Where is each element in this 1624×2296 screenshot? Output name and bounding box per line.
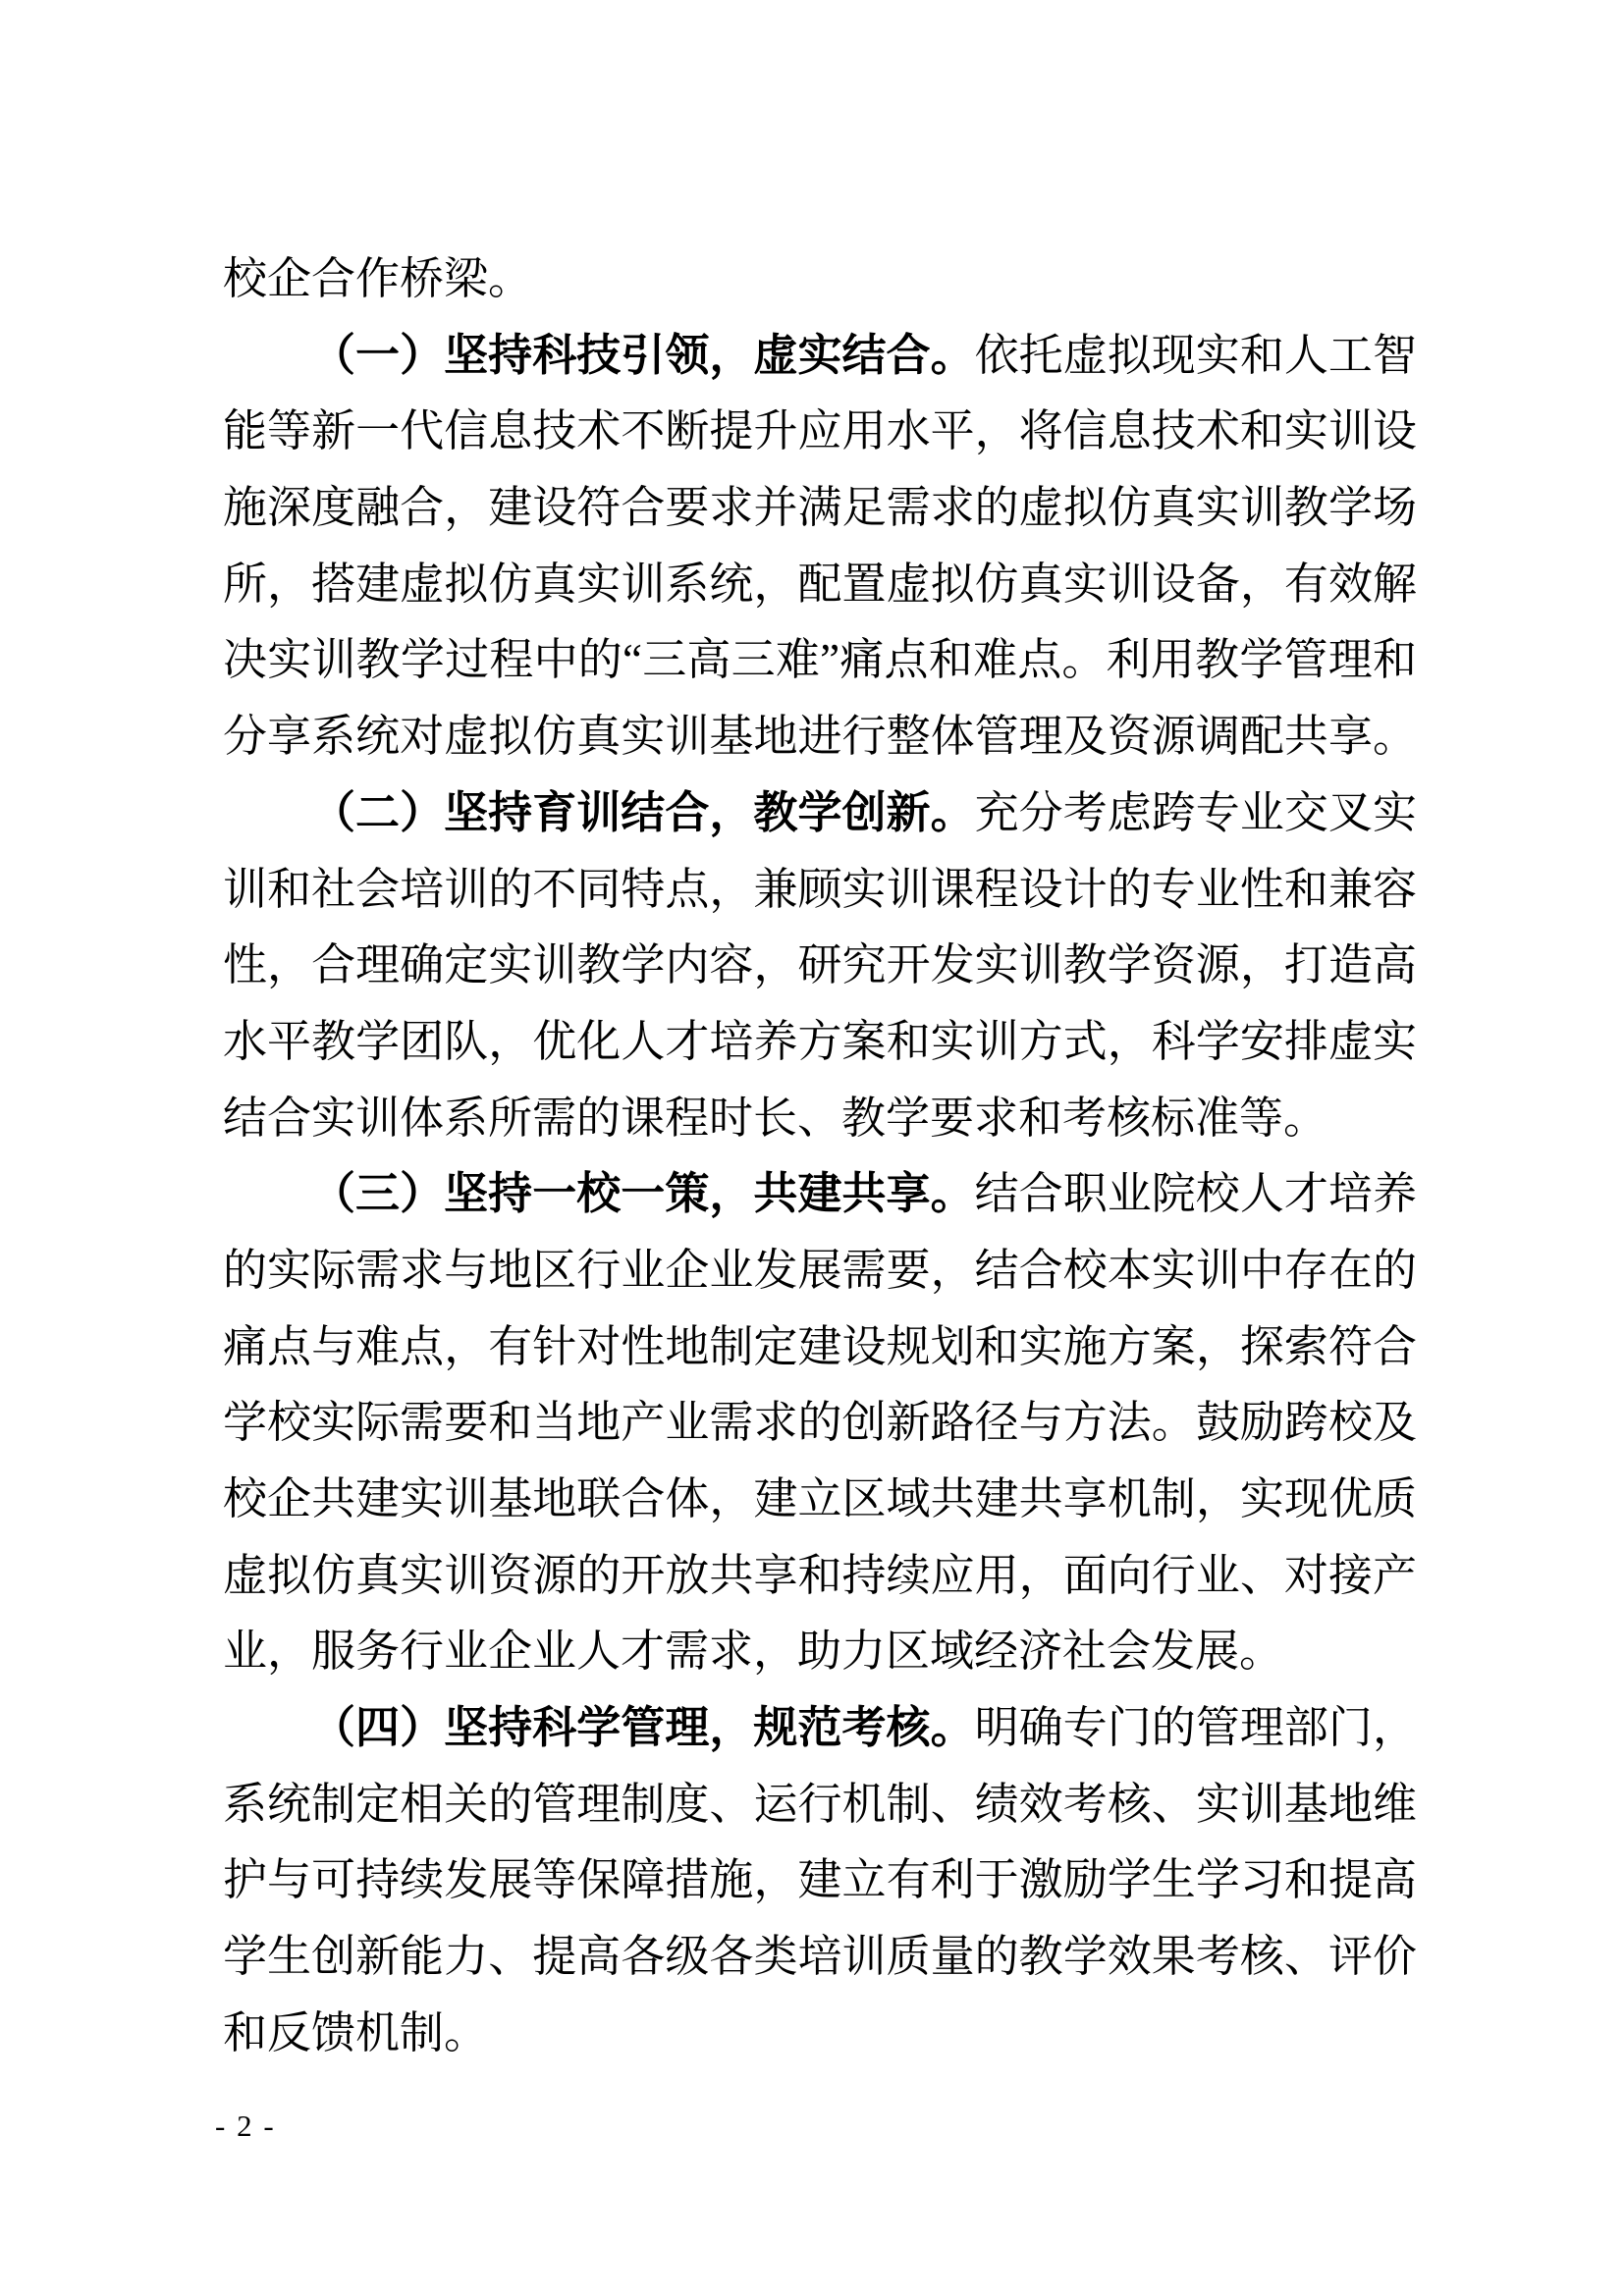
page-number: - 2 - [215, 2109, 276, 2143]
body-line [223, 928, 1417, 1004]
document-body [223, 241, 1417, 2072]
section-heading-bold: （二）坚持育训结合，教学创新。 [311, 787, 975, 837]
paragraph [223, 1156, 1417, 1690]
paragraph [223, 318, 1417, 775]
section-heading-bold: （三）坚持一校一策，共建共享。 [311, 1169, 975, 1219]
paragraph-text: 结合职业院校人才培养 [974, 1169, 1417, 1219]
paragraph-text: 决实训教学过程中的“三高三难”痛点和难点。利用教学管理和 [223, 635, 1417, 685]
body-line [223, 775, 1417, 852]
paragraph-text: 虚拟仿真实训资源的开放共享和持续应用，面向行业、对接产 [223, 1550, 1417, 1600]
body-line [223, 852, 1417, 929]
paragraph-text: 的实际需求与地区行业企业发展需要，结合校本实训中存在的 [223, 1245, 1417, 1295]
body-line [223, 1156, 1417, 1233]
body-line [223, 1233, 1417, 1309]
paragraph-text: 分享系统对虚拟仿真实训基地进行整体管理及资源调配共享。 [223, 712, 1417, 762]
body-line [223, 394, 1417, 470]
paragraph [223, 775, 1417, 1156]
body-line [223, 699, 1417, 775]
body-line [223, 1996, 1417, 2072]
paragraph [223, 1690, 1417, 2071]
paragraph-text: 结合实训体系所需的课程时长、教学要求和考核标准等。 [223, 1093, 1328, 1143]
paragraph-text: 学生创新能力、提高各级各类培训质量的教学效果考核、评价 [223, 1932, 1417, 1982]
paragraph-text: 训和社会培训的不同特点，兼顾实训课程设计的专业性和兼容 [223, 864, 1417, 914]
paragraph-text: 护与可持续发展等保障措施，建立有利于激励学生学习和提高 [223, 1855, 1417, 1905]
paragraph-text: 明确专门的管理部门， [974, 1703, 1417, 1753]
body-line [223, 1767, 1417, 1843]
paragraph-text: 痛点与难点，有针对性地制定建设规划和实施方案，探索符合 [223, 1321, 1417, 1371]
paragraph [223, 241, 1417, 318]
paragraph-text: 能等新一代信息技术不断提升应用水平，将信息技术和实训设 [223, 406, 1417, 456]
paragraph-text: 充分考虑跨专业交叉实 [974, 787, 1417, 837]
body-line [223, 622, 1417, 699]
body-line [223, 1385, 1417, 1462]
section-heading-bold: （四）坚持科学管理，规范考核。 [311, 1703, 975, 1753]
body-line [223, 1309, 1417, 1386]
paragraph-text: 系统制定相关的管理制度、运行机制、绩效考核、实训基地维 [223, 1779, 1417, 1829]
paragraph-text: 依托虚拟现实和人工智 [974, 330, 1417, 380]
paragraph-text: 校企共建实训基地联合体，建立区域共建共享机制，实现优质 [223, 1474, 1417, 1523]
body-line [223, 1462, 1417, 1538]
body-line [223, 1538, 1417, 1615]
body-line [223, 470, 1417, 547]
body-line [223, 1842, 1417, 1919]
paragraph-text: 学校实际需要和当地产业需求的创新路径与方法。鼓励跨校及 [223, 1398, 1417, 1448]
body-line [223, 547, 1417, 623]
body-line [223, 241, 1417, 318]
body-line [223, 1081, 1417, 1157]
paragraph-text: 水平教学团队，优化人才培养方案和实训方式，科学安排虚实 [223, 1016, 1417, 1066]
body-line [223, 1614, 1417, 1690]
section-heading-bold: （一）坚持科技引领，虚实结合。 [311, 330, 975, 380]
paragraph-text: 所，搭建虚拟仿真实训系统，配置虚拟仿真实训设备，有效解 [223, 559, 1417, 609]
paragraph-text: 和反馈机制。 [223, 2007, 489, 2057]
body-line [223, 1004, 1417, 1081]
body-line [223, 318, 1417, 395]
paragraph-text: 性，合理确定实训教学内容，研究开发实训教学资源，打造高 [223, 940, 1417, 990]
body-line [223, 1690, 1417, 1767]
paragraph-text: 校企合作桥梁。 [223, 254, 533, 303]
body-line [223, 1919, 1417, 1996]
paragraph-text: 业，服务行业企业人才需求，助力区域经济社会发展。 [223, 1627, 1284, 1677]
paragraph-text: 施深度融合，建设符合要求并满足需求的虚拟仿真实训教学场 [223, 483, 1417, 533]
